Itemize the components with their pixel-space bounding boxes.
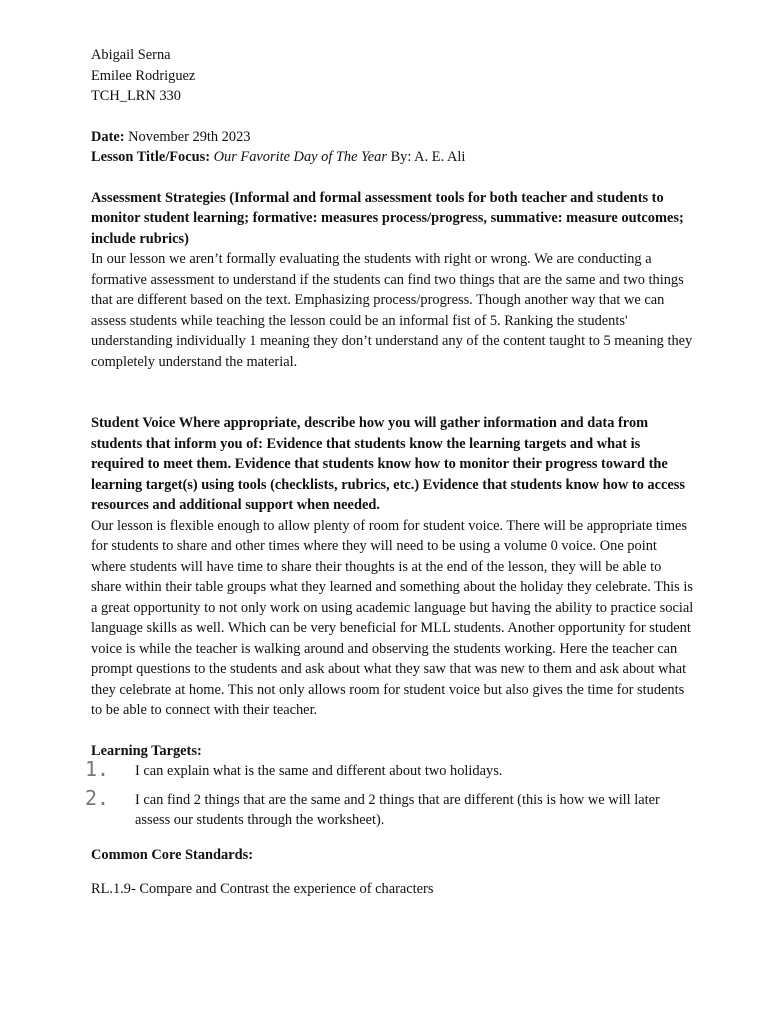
learning-targets-list	[85, 757, 694, 831]
student-voice-heading: Student Voice Where appropriate, describe how you will gather information and data from students that inform you of: Evidence that students know the learning targets and what is required to meet them. Evidence that students know how to monitor their progress toward the learning target(s) using tools (checklists, rubrics, etc.) Evidence that students know how to access resources and additional support when needed.	[91, 415, 685, 513]
lesson-title-label: Lesson Title/Focus:	[91, 149, 211, 165]
list-item	[85, 757, 694, 782]
date-line	[91, 127, 694, 148]
standards-heading: Common Core Standards:	[91, 846, 254, 863]
date-label: Date:	[91, 128, 125, 145]
list-item	[85, 785, 694, 831]
list-number: 2.	[85, 785, 110, 810]
author-name-2: Emilee Rodriguez	[91, 67, 196, 84]
lesson-title-line	[91, 147, 694, 168]
list-item-text: I can find 2 things that are the same and 2 things that are different (this is how we will later assess our students through the worksheet).	[135, 791, 660, 828]
list-item-text: I can explain what is the same and different about two holidays.	[135, 763, 503, 779]
lesson-author: By: A. E. Ali	[386, 149, 466, 165]
lesson-title: Our Favorite Day of The Year	[213, 149, 387, 165]
learning-targets-section	[85, 741, 694, 831]
list-number: 1.	[85, 757, 110, 781]
learning-targets-heading: Learning Targets:	[91, 742, 202, 759]
date-value: November 29th 2023	[124, 128, 251, 145]
author-name-1: Abigail Serna	[91, 47, 171, 63]
assessment-body: In our lesson we aren’t formally evaluating the students with right or wrong. We are conducting a formative assessment to understand if the students can find two things that are the same and two things that are different based on the text. Emphasizing process/progress. Though another way that we can assess students while teaching the lesson could be an informal fist of 5. Ranking the students' understanding individually 1 meaning they don’t understand any of the content taught to 5 meaning they completely understand the material.	[91, 251, 693, 370]
standards-item: RL.1.9- Compare and Contrast the experience of characters	[91, 881, 434, 897]
assessment-section	[91, 188, 694, 373]
student-voice-section	[91, 413, 694, 721]
student-voice-body: Our lesson is flexible enough to allow plenty of room for student voice. There will be appropriate times for students to share and other times where they will need to be using a volume 0 voice. One point where students will have time to share their thoughts is at the end of the lesson, they will be able to share within their table groups what they learned and something about the holiday they celebrate. This is a great opportunity to not only work on using academic language but having the ability to practice social language skills as well. Which can be very beneficial for MLL students. Another opportunity for student voice is while the teacher is walking around and observing the students working. Here the teacher can prompt questions to the students and ask about what they saw that was new to them and ask about what they celebrate at home. This not only allows room for student voice but also gives the time for students to be able to connect with their teacher.	[91, 517, 694, 718]
course-code: TCH_LRN 330	[91, 88, 181, 104]
assessment-heading: Assessment Strategies (Informal and formal assessment tools for both teacher and students to monitor student learning; formative: measures process/progress, summative: measure outcomes; include rubrics)	[91, 189, 684, 247]
